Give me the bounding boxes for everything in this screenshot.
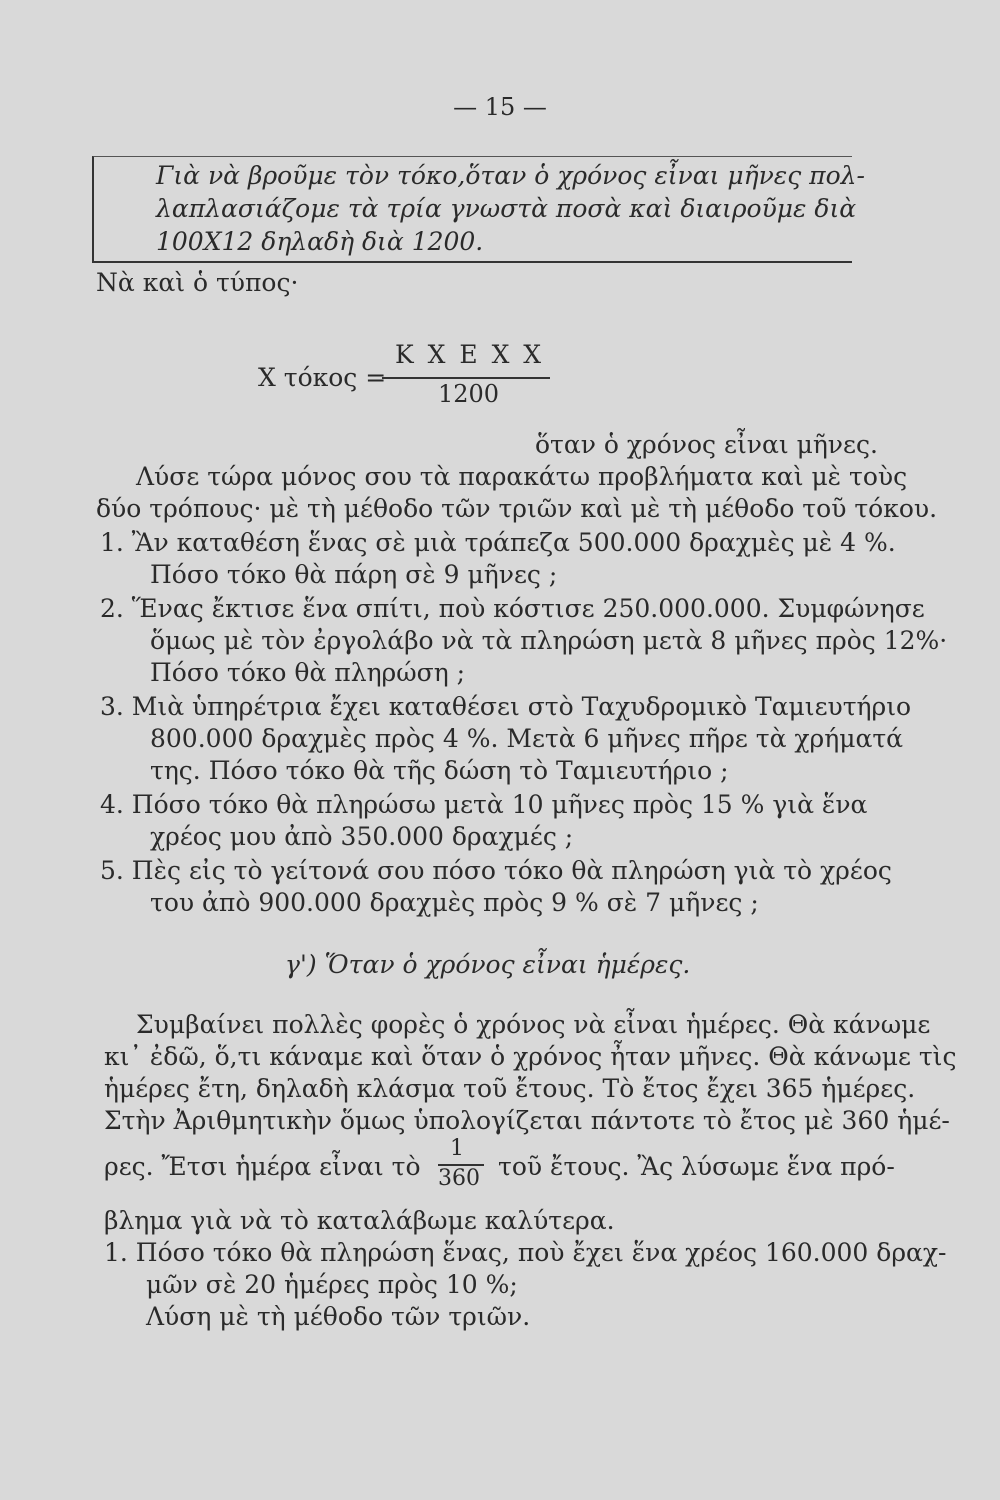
rule-line-3: 100Χ12 δηλαδὴ διὰ 1200. [156,227,484,256]
rule-line-2: λαπλασιάζομε τὰ τρία γνωστὰ ποσὰ καὶ διαιροῦμε διὰ [156,194,857,223]
body-line-5-end: τοῦ ἔτους. Ἂς λύσωμε ἕνα πρό- [498,1152,895,1181]
formula-denominator: 1200 [438,380,500,408]
instruction-line-1: Λύσε τώρα μόνος σου τὰ παρακάτω προβλήματα καὶ μὲ τοὺς [136,462,908,491]
fraction-numerator: 1 [450,1136,464,1161]
formula-lhs: Χ τόκος = [258,363,387,392]
body-line-5-start: ρες. Ἔτσι ἡμέρα εἶναι τὸ [104,1152,421,1181]
problem-4-line-1: 4. Πόσο τόκο θὰ πληρώσω μετὰ 10 μῆνες πρὸς 15 % γιὰ ἕνα [100,790,868,819]
body-line-1: Συμβαίνει πολλὲς φορὲς ὁ χρόνος νὰ εἶναι ἡμέρες. Θὰ κάνωμε [136,1010,931,1039]
body-line-2: κι᾽ ἐδῶ, ὅ,τι κάναμε καὶ ὅταν ὁ χρόνος ἦταν μῆνες. Θὰ κάνωμε τὶς [104,1042,957,1071]
problem-2-line-2: ὅμως μὲ τὸν ἐργολάβο νὰ τὰ πληρώση μετὰ 8 μῆνες πρὸς 12%· [150,626,948,655]
problem-5-line-1: 5. Πὲς εἰς τὸ γείτονά σου πόσο τόκο θὰ πληρώση γιὰ τὸ χρέος [100,856,892,885]
section-heading: γ') Ὅταν ὁ χρόνος εἶναι ἡμέρες. [285,950,691,979]
problem-3-line-3: της. Πόσο τόκο θὰ τῆς δώση τὸ Ταμιευτήριο ; [150,756,729,785]
formula-numerator: Κ Χ Ε Χ Χ [395,340,545,369]
problem-1-line-2: Πόσο τόκο θὰ πάρη σὲ 9 μῆνες ; [150,560,558,589]
example-line-2: μῶν σὲ 20 ἡμέρες πρὸς 10 %; [146,1270,518,1299]
rule-line-1: Γιὰ νὰ βροῦμε τὸν τόκο,ὅταν ὁ χρόνος εἶναι μῆνες πολ- [156,161,865,190]
problem-2-line-3: Πόσο τόκο θὰ πληρώση ; [150,658,466,687]
problem-2-line-1: 2. Ἕνας ἔκτισε ἕνα σπίτι, ποὺ κόστισε 250.000.000. Συμφώνησε [100,594,925,623]
problem-1-line-1: 1. Ἂν καταθέση ἕνας σὲ μιὰ τράπεζα 500.000 δραχμὲς μὲ 4 %. [100,528,896,557]
formula-note: ὅταν ὁ χρόνος εἶναι μῆνες. [535,430,878,459]
example-line-1: 1. Πόσο τόκο θὰ πληρώση ἕνας, ποὺ ἔχει ἕνα χρέος 160.000 δραχ- [104,1238,947,1267]
problem-4-line-2: χρέος μου ἀπὸ 350.000 δραχμές ; [150,822,574,851]
rule-box [92,156,865,263]
problem-3-line-2: 800.000 δραχμὲς πρὸς 4 %. Μετὰ 6 μῆνες πῆρε τὰ χρήματά [150,724,904,753]
formula-intro: Νὰ καὶ ὁ τύπος· [96,268,299,297]
formula-fraction-bar [382,377,550,379]
instruction-line-2: δύο τρόπους· μὲ τὴ μέθοδο τῶν τριῶν καὶ μὲ τὴ μέθοδο τοῦ τόκου. [96,494,938,523]
page-number: — 15 — [453,93,547,121]
body-line-4: Στὴν Ἀριθμητικὴν ὅμως ὑπολογίζεται πάντοτε τὸ ἔτος μὲ 360 ἡμέ- [104,1106,950,1135]
body-line-6: βλημα γιὰ νὰ τὸ καταλάβωμε καλύτερα. [104,1206,615,1235]
problem-3-line-1: 3. Μιὰ ὑπηρέτρια ἔχει καταθέσει στὸ Ταχυδρομικὸ Ταμιευτήριο [100,692,912,721]
body-line-3: ἡμέρες ἔτη, δηλαδὴ κλάσμα τοῦ ἔτους. Τὸ ἔτος ἔχει 365 ἡμέρες. [104,1074,916,1103]
example-line-3: Λύση μὲ τὴ μέθοδο τῶν τριῶν. [146,1302,531,1331]
problem-5-line-2: του ἀπὸ 900.000 δραχμὲς πρὸς 9 % σὲ 7 μῆνες ; [150,888,759,917]
fraction-denominator: 360 [438,1166,480,1191]
